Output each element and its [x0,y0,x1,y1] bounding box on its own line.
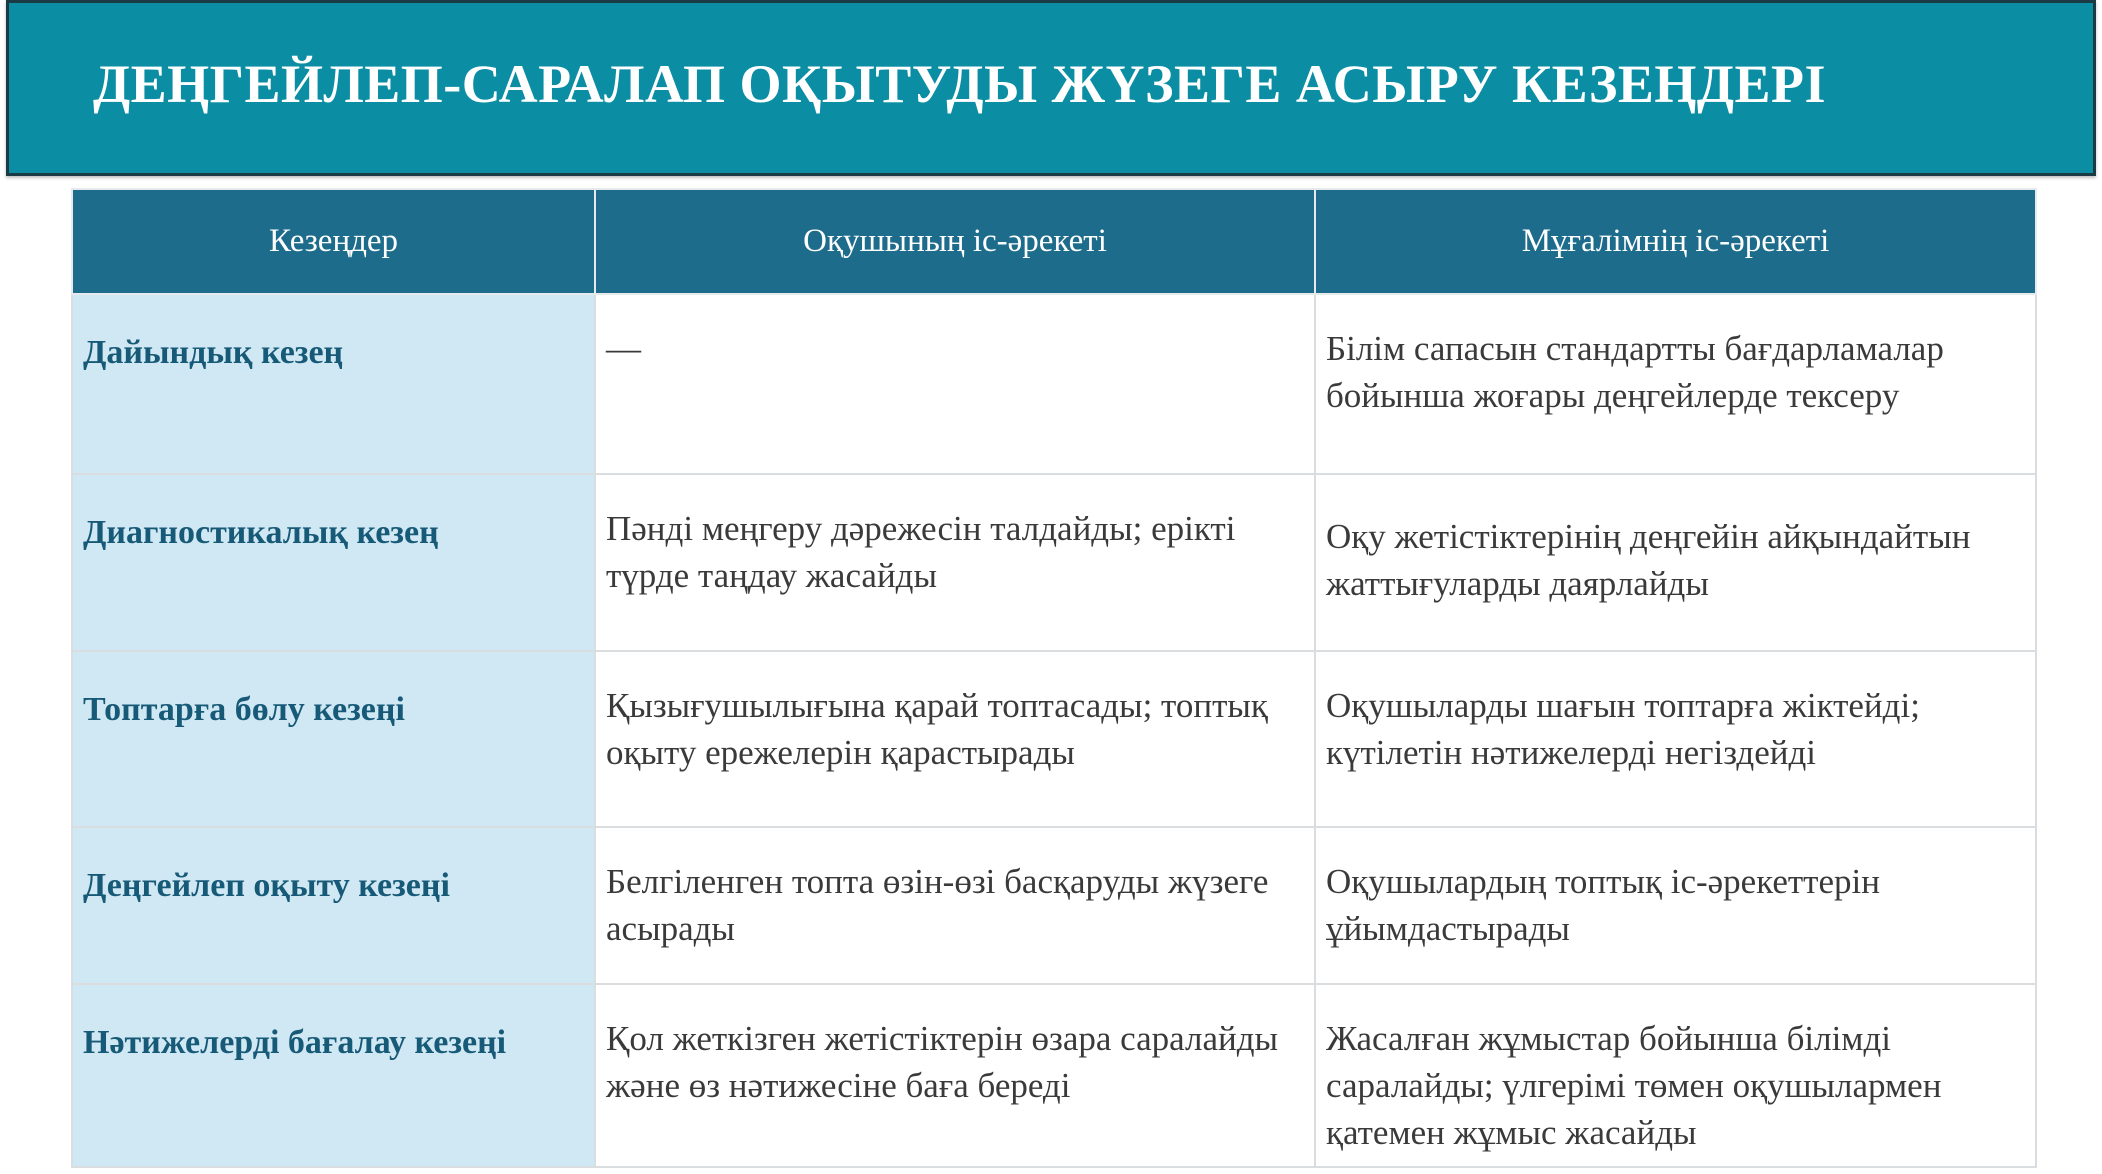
teacher-activity: Білім сапасын стандартты бағдарламалар бойынша жоғары деңгейлерде тексеру [1315,294,2036,474]
table-row [72,827,2036,984]
teacher-activity: Оқушыларды шағын топтарға жіктейді; күтілетін нәтижелерді негіздейді [1315,651,2036,827]
header-teacher-activity: Мұғалімнің іс-әрекеті [1315,189,2036,294]
teacher-activity: Жасалған жұмыстар бойынша білімді саралайды; үлгерімі төмен оқушылармен қатемен жұмыс жасайды [1315,984,2036,1167]
student-activity: Пәнді меңгеру дәрежесін талдайды; ерікті түрде таңдау жасайды [595,474,1315,651]
student-activity: Қол жеткізген жетістіктерін өзара саралайды және өз нәтижесіне баға береді [595,984,1315,1167]
stage-name: Дайындық кезең [72,294,595,474]
table-row [72,294,2036,474]
table-header-row [72,189,2036,294]
student-activity: — [595,294,1315,474]
teacher-activity: Оқушылардың топтық іс-әрекеттерін ұйымдастырады [1315,827,2036,984]
teacher-activity: Оқу жетістіктерінің деңгейін айқындайтын жаттығуларды даярлайды [1315,474,2036,651]
header-student-activity: Оқушының іс-әрекеті [595,189,1315,294]
table-row [72,651,2036,827]
student-activity: Қызығушылығына қарай топтасады; топтық оқыту ережелерін қарастырады [595,651,1315,827]
page-title: ДЕҢГЕЙЛЕП-САРАЛАП ОҚЫТУДЫ ЖҮЗЕГЕ АСЫРУ КЕЗЕҢДЕРІ [93,54,1827,114]
stages-table [71,188,2037,1168]
table-row [72,984,2036,1167]
title-banner [6,0,2096,176]
stage-name: Топтарға бөлу кезеңі [72,651,595,827]
header-stages: Кезеңдер [72,189,595,294]
stage-name: Диагностикалық кезең [72,474,595,651]
table-row [72,474,2036,651]
student-activity: Белгіленген топта өзін-өзі басқаруды жүзеге асырады [595,827,1315,984]
stage-name: Деңгейлеп оқыту кезеңі [72,827,595,984]
stage-name: Нәтижелерді бағалау кезеңі [72,984,595,1167]
